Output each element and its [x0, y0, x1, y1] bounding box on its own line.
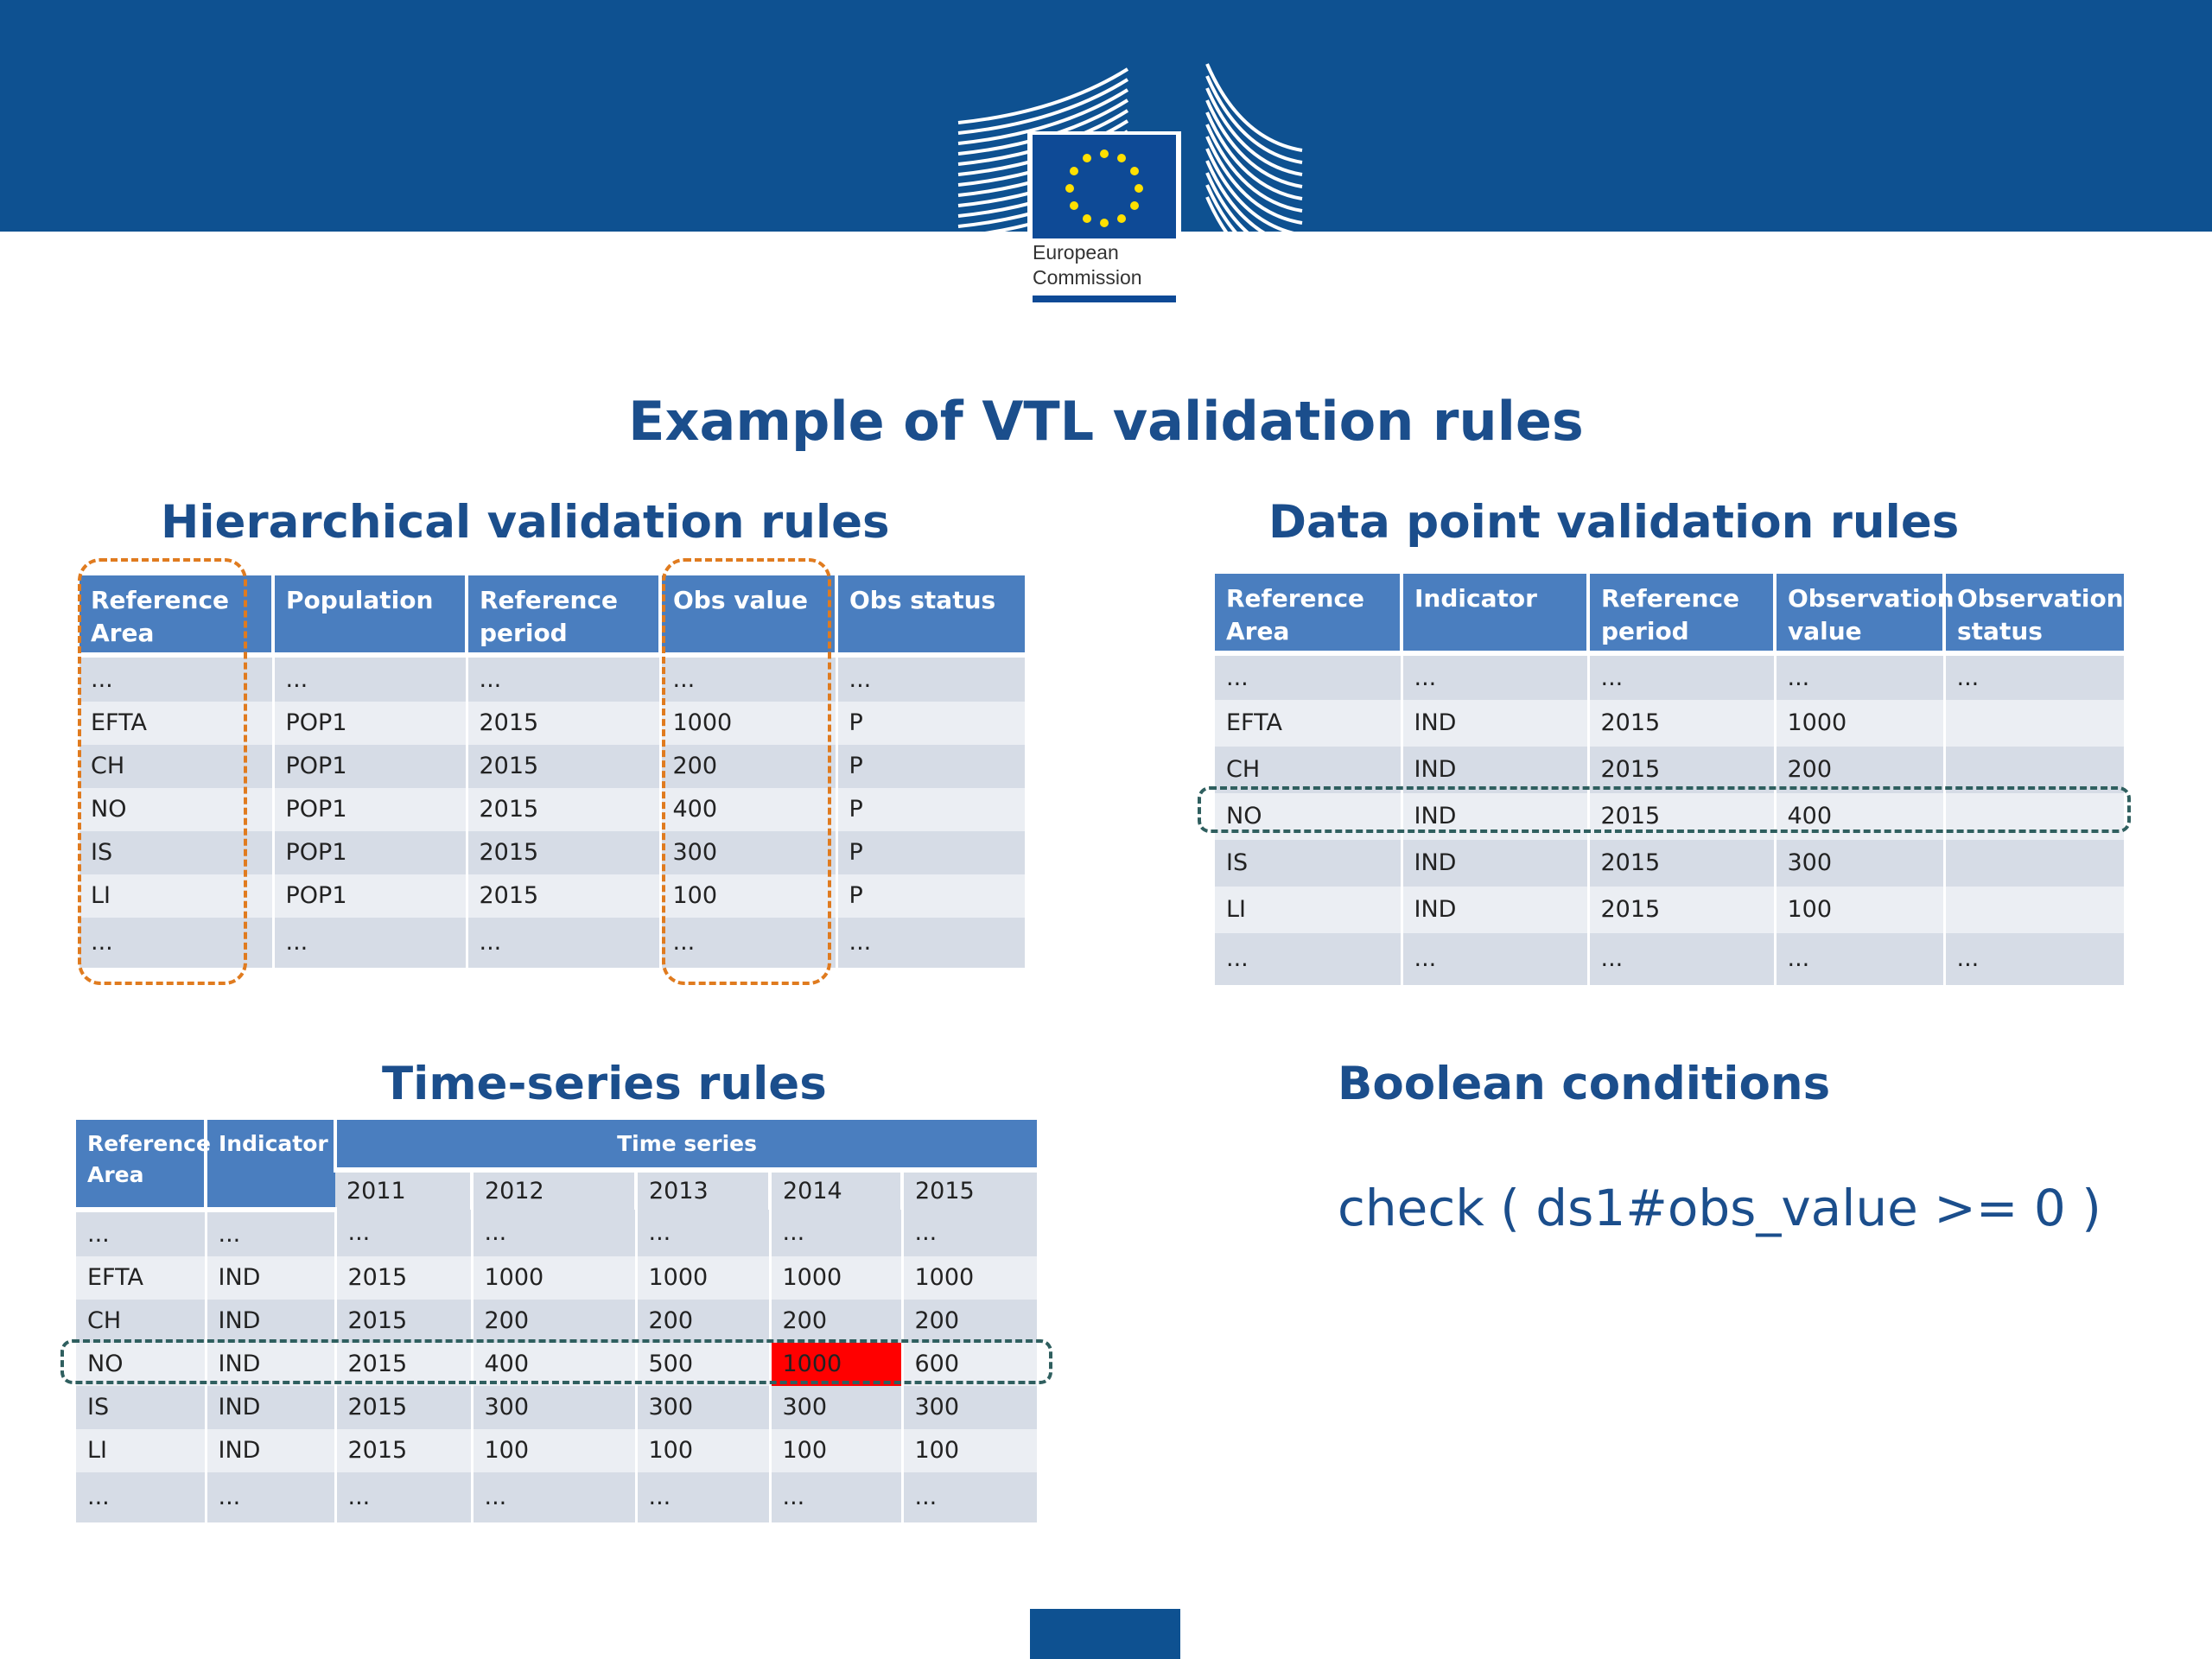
table-cell: IND	[1402, 793, 1588, 840]
table-row	[79, 788, 1025, 831]
column-header: Reference Area	[76, 1120, 206, 1210]
table-cell: 2015	[1588, 840, 1775, 887]
logo-text	[1033, 240, 1171, 290]
table-cell: ...	[1215, 933, 1402, 985]
table-cell: P	[836, 745, 1025, 788]
table-cell: 1000	[902, 1256, 1037, 1300]
table-cell: 2015	[335, 1300, 472, 1343]
table-row	[1215, 887, 2124, 933]
table-cell: POP1	[273, 788, 467, 831]
table-cell: ...	[335, 1210, 472, 1256]
table-row	[76, 1300, 1037, 1343]
table-row	[79, 874, 1025, 918]
table-cell: 400	[660, 788, 836, 831]
column-header: Obs value	[660, 575, 836, 655]
table-cell	[1944, 747, 2124, 793]
column-header: Indicator	[206, 1120, 335, 1210]
timeseries-table	[76, 1120, 1037, 1522]
table-cell: 2015	[335, 1343, 472, 1386]
table-cell: POP1	[273, 831, 467, 874]
table-cell: 2015	[467, 874, 660, 918]
footer-tab	[1030, 1609, 1180, 1659]
column-header: Population	[273, 575, 467, 655]
table-cell: 300	[636, 1386, 770, 1429]
table-cell: IND	[1402, 747, 1588, 793]
table-row	[79, 745, 1025, 788]
table-cell: 100	[1775, 887, 1944, 933]
table-cell: NO	[79, 788, 273, 831]
table-cell: ...	[1402, 933, 1588, 985]
table-cell: P	[836, 874, 1025, 918]
table-row	[76, 1472, 1037, 1522]
table-cell: 2015	[335, 1256, 472, 1300]
table-cell: 2015	[1588, 747, 1775, 793]
table-cell: 100	[636, 1429, 770, 1472]
table-cell: IS	[1215, 840, 1402, 887]
table-cell: ...	[206, 1210, 335, 1256]
table-cell: ...	[472, 1472, 636, 1522]
table-cell: ...	[79, 918, 273, 968]
table-cell: IND	[206, 1256, 335, 1300]
year-header: 2014	[770, 1170, 902, 1210]
table-cell	[1944, 887, 2124, 933]
hierarchical-table	[79, 575, 1025, 968]
table-cell: IND	[1402, 840, 1588, 887]
table-cell: P	[836, 788, 1025, 831]
logo-line-commission: Commission	[1033, 266, 1142, 289]
highlighted-outlier-cell: 1000	[770, 1343, 902, 1386]
table-cell: ...	[660, 918, 836, 968]
table-cell: 400	[1775, 793, 1944, 840]
table-cell: ...	[206, 1472, 335, 1522]
table-cell: ...	[1402, 653, 1588, 700]
table-cell: P	[836, 702, 1025, 745]
table-cell: 2015	[1588, 793, 1775, 840]
table-row	[1215, 747, 2124, 793]
table-cell: 500	[636, 1343, 770, 1386]
table-cell: EFTA	[1215, 700, 1402, 747]
table-cell: EFTA	[76, 1256, 206, 1300]
year-header: 2011	[335, 1170, 472, 1210]
table-cell: ...	[273, 918, 467, 968]
table-cell: IND	[1402, 887, 1588, 933]
table-cell: 1000	[660, 702, 836, 745]
table-cell: ...	[79, 655, 273, 702]
table-cell: 200	[1775, 747, 1944, 793]
table-cell: 1000	[1775, 700, 1944, 747]
table-row	[1215, 840, 2124, 887]
table-cell: ...	[273, 655, 467, 702]
table-cell: LI	[76, 1429, 206, 1472]
table-cell: IS	[76, 1386, 206, 1429]
table-cell: 2015	[467, 831, 660, 874]
table-cell: 300	[902, 1386, 1037, 1429]
table-cell: 400	[472, 1343, 636, 1386]
table-row	[79, 702, 1025, 745]
table-cell: ...	[836, 918, 1025, 968]
table-cell: ...	[76, 1210, 206, 1256]
table-cell: 300	[472, 1386, 636, 1429]
table-cell: CH	[79, 745, 273, 788]
table-cell: ...	[472, 1210, 636, 1256]
table-cell: POP1	[273, 745, 467, 788]
table-cell: 200	[472, 1300, 636, 1343]
column-header: Indicator	[1402, 574, 1588, 653]
table-cell: 2015	[467, 745, 660, 788]
table-cell: 1000	[472, 1256, 636, 1300]
logo-line-european: European	[1033, 241, 1119, 264]
table-cell: IND	[206, 1429, 335, 1472]
table-cell: 100	[472, 1429, 636, 1472]
table-cell: 200	[770, 1300, 902, 1343]
table-cell: 200	[902, 1300, 1037, 1343]
table-cell: ...	[770, 1472, 902, 1522]
table-row	[1215, 700, 2124, 747]
table-row	[76, 1343, 1037, 1386]
table-cell: ...	[1588, 653, 1775, 700]
column-header: Observation status	[1944, 574, 2124, 653]
table-cell: IND	[206, 1343, 335, 1386]
table-cell: ...	[1944, 653, 2124, 700]
timeseries-title: Time-series rules	[382, 1058, 827, 1110]
table-cell: ...	[902, 1210, 1037, 1256]
table-cell: ...	[76, 1472, 206, 1522]
table-cell: 2015	[467, 702, 660, 745]
column-header: Reference period	[467, 575, 660, 655]
table-cell: ...	[1944, 933, 2124, 985]
table-cell: 100	[770, 1429, 902, 1472]
table-cell	[1944, 793, 2124, 840]
table-cell: ...	[660, 655, 836, 702]
table-cell: 600	[902, 1343, 1037, 1386]
boolean-title: Boolean conditions	[1338, 1058, 1831, 1110]
table-row	[76, 1386, 1037, 1429]
table-cell: LI	[1215, 887, 1402, 933]
table-row	[79, 831, 1025, 874]
table-cell: 2015	[1588, 700, 1775, 747]
table-cell: IS	[79, 831, 273, 874]
table-cell	[1944, 840, 2124, 887]
table-cell: P	[836, 831, 1025, 874]
datapoint-table	[1215, 574, 2124, 985]
table-cell: ...	[1215, 653, 1402, 700]
table-cell: EFTA	[79, 702, 273, 745]
table-cell: IND	[1402, 700, 1588, 747]
table-row	[1215, 933, 2124, 985]
table-row	[79, 918, 1025, 968]
table-cell: ...	[1588, 933, 1775, 985]
table-cell: POP1	[273, 702, 467, 745]
table-row	[1215, 793, 2124, 840]
table-cell: ...	[636, 1472, 770, 1522]
boolean-expression: check ( ds1#obs_value >= 0 )	[1338, 1179, 2101, 1237]
table-cell: ...	[770, 1210, 902, 1256]
table-cell: NO	[76, 1343, 206, 1386]
table-cell: 200	[636, 1300, 770, 1343]
table-row	[1215, 653, 2124, 700]
table-cell: ...	[467, 655, 660, 702]
table-cell: 300	[1775, 840, 1944, 887]
table-row	[76, 1256, 1037, 1300]
table-row	[76, 1429, 1037, 1472]
table-cell: IND	[206, 1300, 335, 1343]
time-series-header: Time series	[335, 1120, 1037, 1170]
table-cell: ...	[636, 1210, 770, 1256]
table-cell: POP1	[273, 874, 467, 918]
table-cell: 200	[660, 745, 836, 788]
column-header: Obs status	[836, 575, 1025, 655]
table-cell: 2015	[1588, 887, 1775, 933]
table-cell: 2015	[335, 1386, 472, 1429]
table-cell	[1944, 700, 2124, 747]
column-header: Reference Area	[1215, 574, 1402, 653]
table-cell: ...	[1775, 933, 1944, 985]
table-cell: 1000	[770, 1256, 902, 1300]
table-cell: 300	[770, 1386, 902, 1429]
table-cell: ...	[1775, 653, 1944, 700]
column-header: Reference period	[1588, 574, 1775, 653]
table-cell: CH	[1215, 747, 1402, 793]
table-cell: 100	[660, 874, 836, 918]
table-cell: 2015	[467, 788, 660, 831]
table-row	[76, 1210, 1037, 1256]
table-cell: ...	[335, 1472, 472, 1522]
year-header: 2012	[472, 1170, 636, 1210]
table-cell: 1000	[636, 1256, 770, 1300]
table-cell: LI	[79, 874, 273, 918]
table-cell: NO	[1215, 793, 1402, 840]
hierarchical-title: Hierarchical validation rules	[161, 496, 890, 549]
table-cell: 300	[660, 831, 836, 874]
table-cell: CH	[76, 1300, 206, 1343]
column-header: Observation value	[1775, 574, 1944, 653]
table-cell: 2015	[335, 1429, 472, 1472]
table-cell: 100	[902, 1429, 1037, 1472]
table-row	[79, 655, 1025, 702]
page-title: Example of VTL validation rules	[628, 390, 1584, 453]
year-header: 2015	[902, 1170, 1037, 1210]
table-cell: ...	[836, 655, 1025, 702]
table-cell: IND	[206, 1386, 335, 1429]
column-header: Reference Area	[79, 575, 273, 655]
table-cell: ...	[467, 918, 660, 968]
year-header: 2013	[636, 1170, 770, 1210]
datapoint-title: Data point validation rules	[1268, 496, 1960, 549]
european-commission-logo	[955, 62, 1306, 306]
table-cell: ...	[902, 1472, 1037, 1522]
